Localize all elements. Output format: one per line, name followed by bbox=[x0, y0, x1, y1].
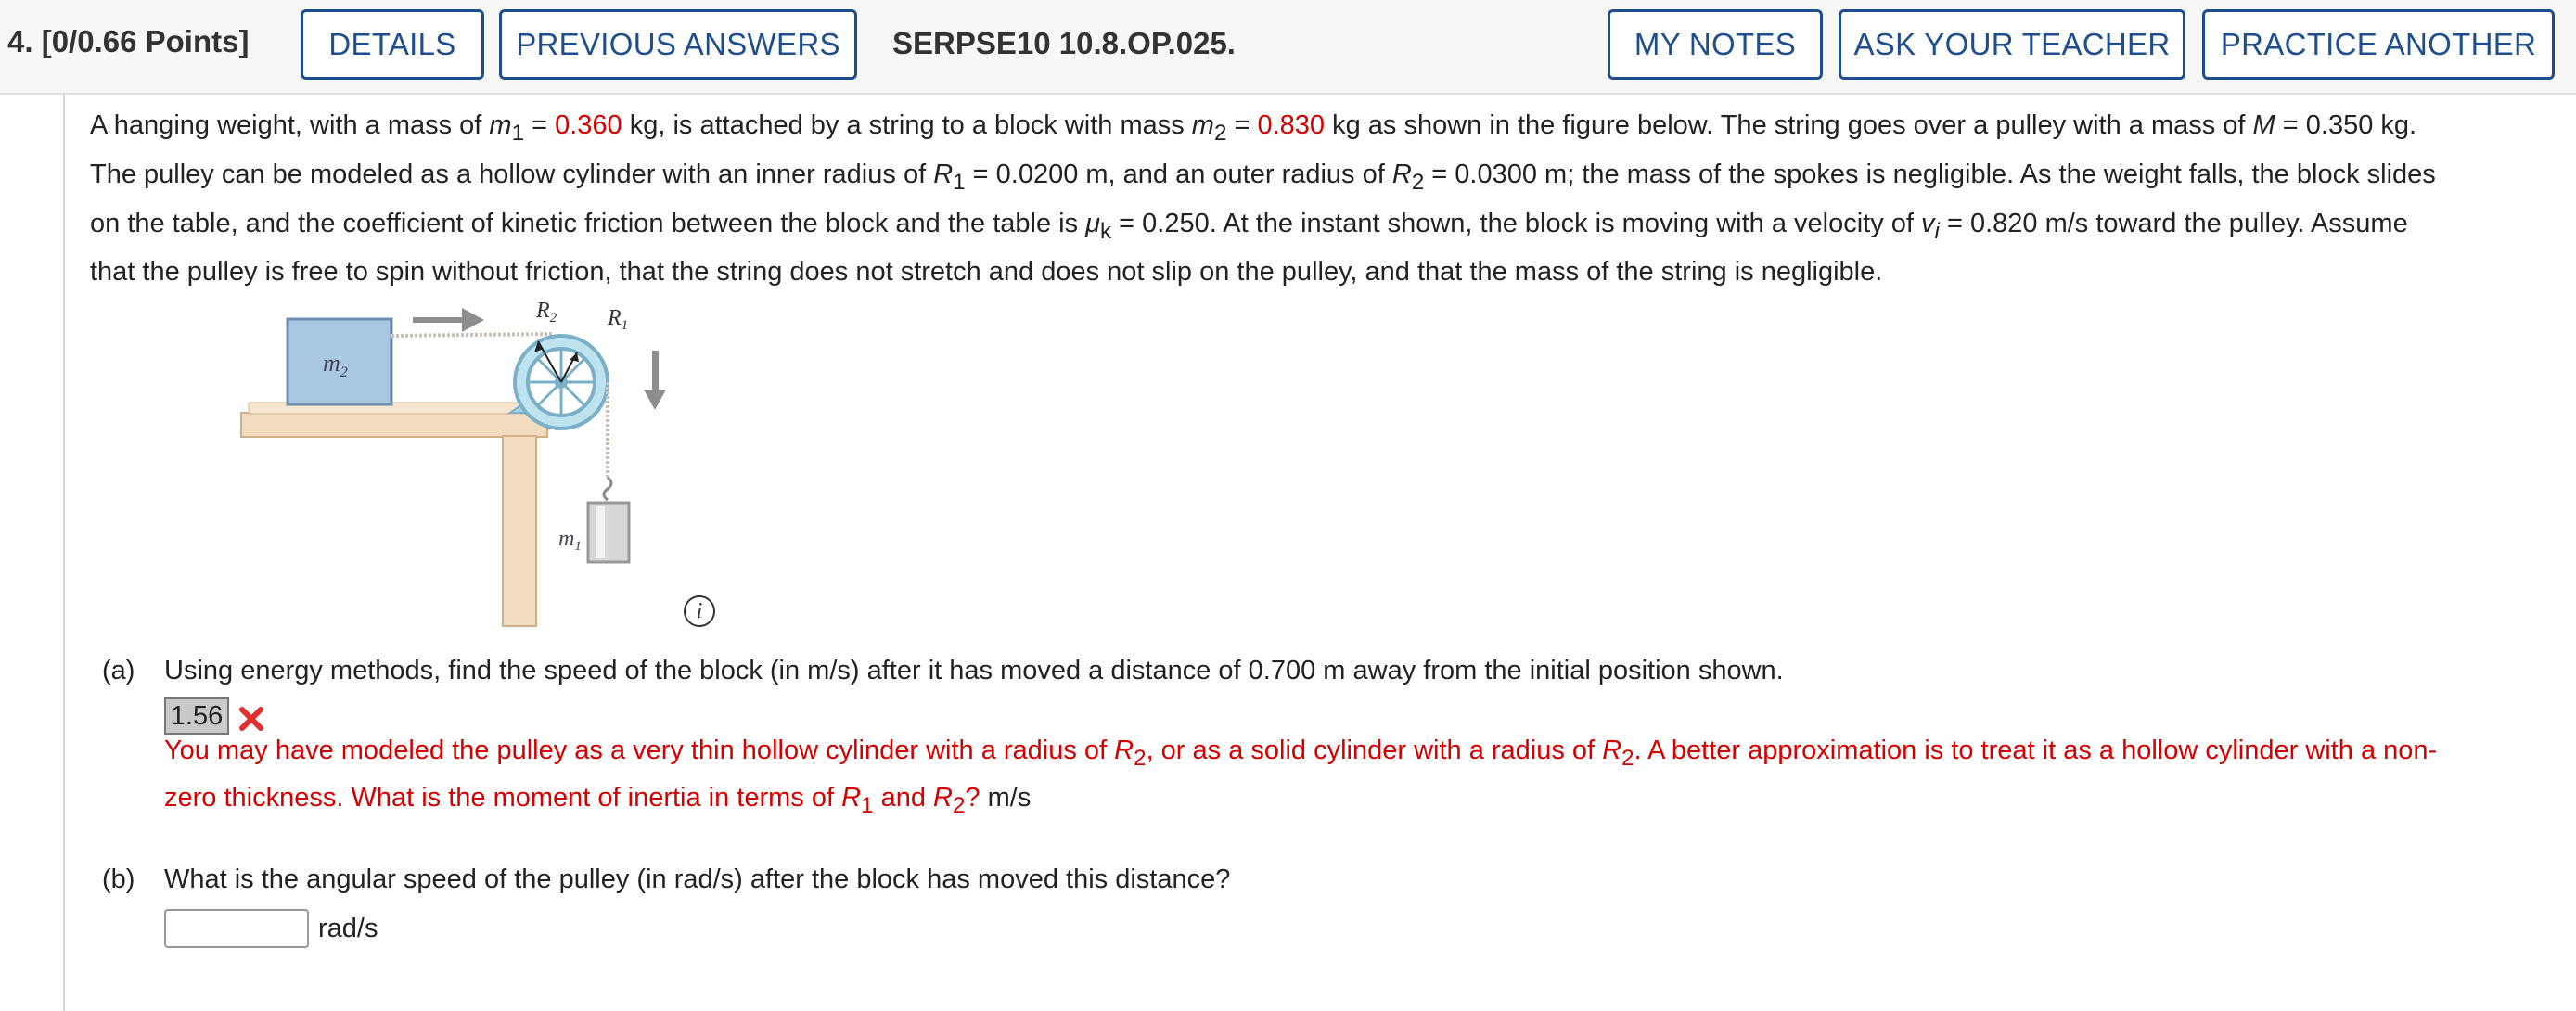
part-a-label: (a) bbox=[102, 656, 135, 685]
incorrect-x-icon bbox=[237, 705, 265, 733]
figure-info-icon[interactable]: i bbox=[684, 595, 715, 627]
part-a-answer-field[interactable]: 1.56 bbox=[164, 697, 229, 735]
part-b-answer-input[interactable] bbox=[164, 909, 309, 948]
weight-hook bbox=[604, 478, 611, 500]
acceleration-arrow bbox=[644, 351, 666, 410]
m1-value: 0.360 bbox=[555, 110, 622, 140]
hanging-weight-m1 bbox=[588, 503, 629, 562]
part-a-feedback: You may have modeled the pulley as a very thin hollow cylinder with a radius of $R_2$, or as a solid cylinder with a radius of $R_2$. A better approximation is to treat it as a hollow cylinder with a non- zero thickness. What is the moment of inertia in terms of $R_1$ and $R_2$? m/s bbox=[164, 736, 2438, 818]
problem-line-2: The pulley can be modeled as a hollow cylinder with an inner radius of $R_1 = 0.0200$ m, and an outer radius of $R_2 = 0.0300$ m; the mass of the spokes is negligible. As the weight falls, the block slides bbox=[90, 159, 2436, 195]
pulley-figure bbox=[232, 297, 733, 631]
r2-label: $R_2$ bbox=[536, 299, 557, 326]
previous-answers-button[interactable]: PREVIOUS ANSWERS bbox=[499, 9, 857, 80]
ask-your-teacher-button[interactable]: ASK YOUR TEACHER bbox=[1839, 9, 2185, 80]
problem-line-3: on the table, and the coefficient of kinetic friction between the block and the table is $\mu_k = 0.250$. At the instant shown, the block is moving with a velocity of $v_i = 0.820$ m/s toward the pulley. Assume bbox=[90, 208, 2408, 244]
m2-value: 0.830 bbox=[1257, 110, 1326, 140]
table-leg bbox=[503, 436, 536, 626]
string-horizontal bbox=[391, 334, 552, 336]
r1-label: $R_1$ bbox=[608, 306, 629, 333]
question-number: 4. bbox=[7, 24, 33, 58]
practice-another-button[interactable]: PRACTICE ANOTHER bbox=[2202, 9, 2555, 80]
points-label: [0/0.66 Points] bbox=[41, 24, 250, 58]
question-code: SERPSE10 10.8.OP.025. bbox=[892, 26, 1236, 60]
question-header bbox=[0, 0, 2576, 95]
velocity-arrow bbox=[413, 308, 484, 332]
problem-statement bbox=[90, 105, 2539, 292]
details-button[interactable]: DETAILS bbox=[301, 9, 484, 80]
part-a-unit: m/s bbox=[980, 782, 1032, 813]
part-a-question: Using energy methods, find the speed of the block (in m/s) after it has moved a distance of 0.700 m away from the initial position shown. bbox=[164, 656, 1784, 685]
table-top bbox=[241, 413, 547, 437]
content-left-border bbox=[63, 93, 65, 1011]
block-m2-label: $m_2$ bbox=[323, 350, 348, 380]
my-notes-button[interactable]: MY NOTES bbox=[1608, 9, 1823, 80]
part-b-question: What is the angular speed of the pulley (in rad/s) after the block has moved this distance? bbox=[164, 864, 1231, 894]
question-title bbox=[7, 24, 249, 59]
hanging-weight-label: $m_1$ bbox=[558, 527, 582, 554]
part-b-unit: rad/s bbox=[318, 914, 378, 943]
part-b-label: (b) bbox=[102, 864, 135, 894]
problem-line-1: A hanging weight, with a mass of $m_1 = 0.360$ kg, is attached by a string to a block with mass $m_2 = 0.830$ kg as shown in the figure below. The string goes over a pulley with a mass of M = 0.350 kg. bbox=[90, 110, 2417, 146]
problem-line-4: that the pulley is free to spin without friction, that the string does not stretch and does not slip on the pulley, and that the mass of the string is negligible. bbox=[90, 257, 1883, 288]
